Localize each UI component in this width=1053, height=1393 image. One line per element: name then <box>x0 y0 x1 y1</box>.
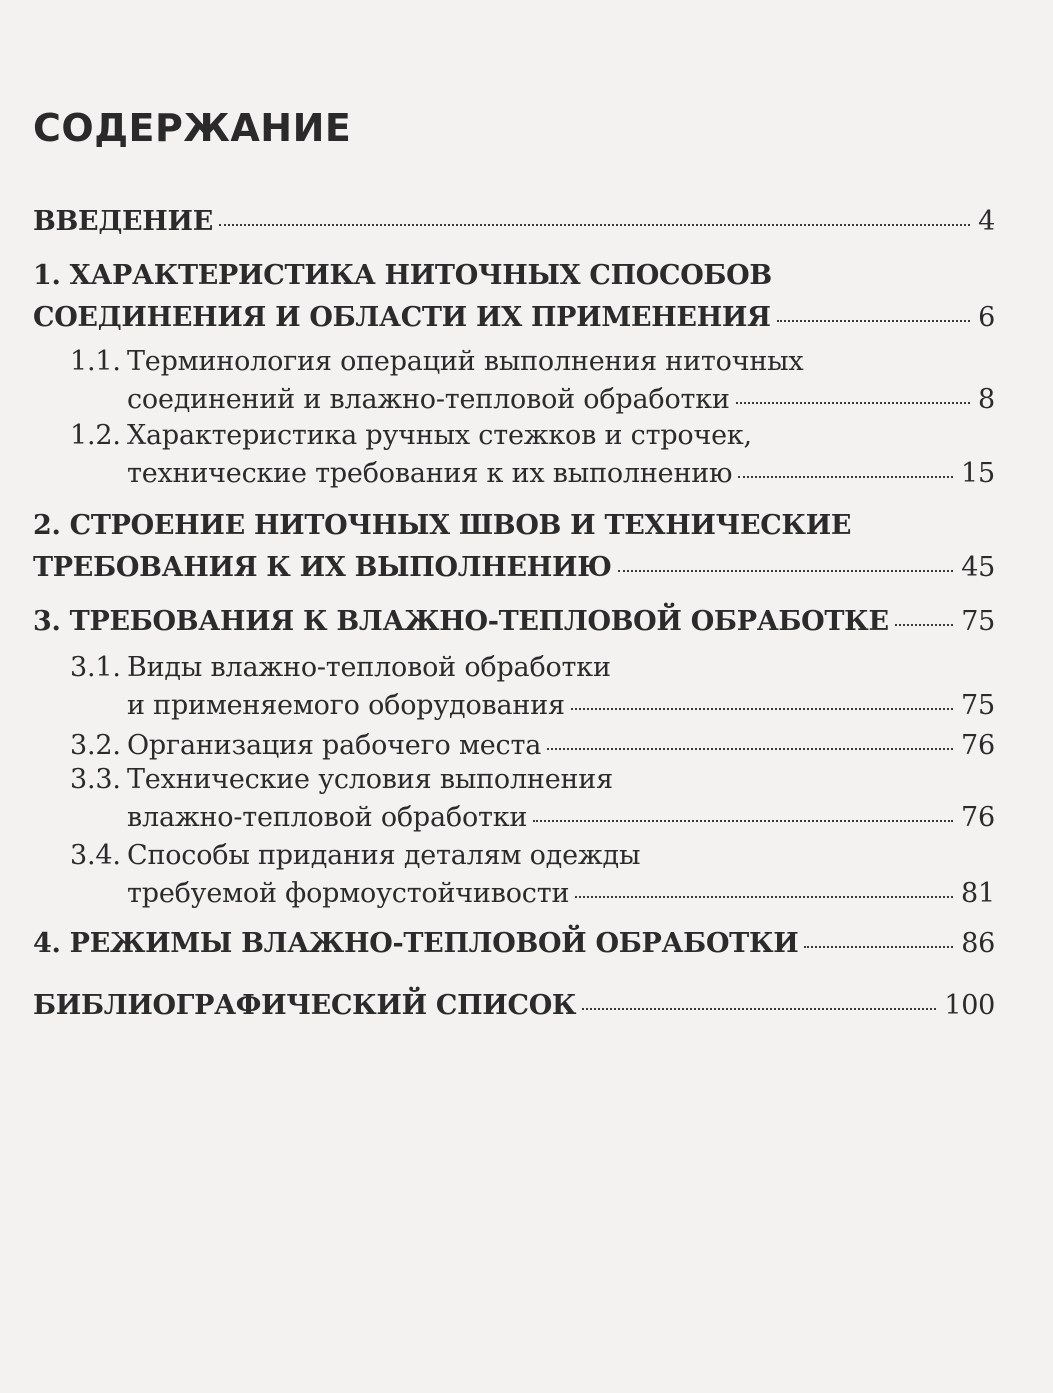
dot-leader <box>618 570 954 572</box>
toc-entry-number: 1.1. <box>70 346 121 377</box>
dot-leader <box>804 946 953 948</box>
toc-entry-number: 3.3. <box>70 764 121 795</box>
toc-entry-title-line: 2. СТРОЕНИЕ НИТОЧНЫХ ШВОВ И ТЕХНИЧЕСКИЕ <box>33 510 852 541</box>
dot-leader <box>533 820 953 822</box>
dot-leader <box>219 224 970 226</box>
dot-leader <box>895 624 954 626</box>
toc-entry-title-line: технические требования к их выполнению <box>127 458 733 489</box>
toc-entry-title-line: Технические условия выполнения <box>127 764 613 795</box>
toc-page-number: 76 <box>961 802 995 833</box>
dot-leader <box>738 476 953 478</box>
toc-page-number: 6 <box>978 302 995 333</box>
toc-entry-title-line: ТРЕБОВАНИЯ К ИХ ВЫПОЛНЕНИЮ <box>33 552 612 583</box>
toc-entry-title-line: 1. ХАРАКТЕРИСТИКА НИТОЧНЫХ СПОСОБОВ <box>33 260 772 291</box>
toc-page-number: 81 <box>961 878 995 909</box>
toc-entry-title-line: 3. ТРЕБОВАНИЯ К ВЛАЖНО-ТЕПЛОВОЙ ОБРАБОТКЕ <box>33 606 889 637</box>
toc-entry-title-line: и применяемого оборудования <box>127 690 565 721</box>
toc-page-number: 86 <box>961 928 995 959</box>
toc-entry-title-line: БИБЛИОГРАФИЧЕСКИЙ СПИСОК <box>33 990 577 1021</box>
toc-entry-number: 3.2. <box>70 730 121 761</box>
toc-page-number: 100 <box>944 990 995 1021</box>
toc-page-number: 75 <box>961 606 995 637</box>
toc-page-number: 76 <box>961 730 995 761</box>
toc-page-number: 45 <box>961 552 995 583</box>
toc-entry-title-line: соединений и влажно-тепловой обработки <box>127 384 730 415</box>
dot-leader <box>571 708 953 710</box>
toc-entry-title-line: Терминология операций выполнения ниточных <box>127 346 804 377</box>
dot-leader <box>575 896 953 898</box>
toc-entry-number: 1.2. <box>70 420 121 451</box>
dot-leader <box>777 320 970 322</box>
toc-entry-title-line: СОЕДИНЕНИЯ И ОБЛАСТИ ИХ ПРИМЕНЕНИЯ <box>33 302 771 333</box>
dot-leader <box>736 402 970 404</box>
toc-entry-title-line: 4. РЕЖИМЫ ВЛАЖНО-ТЕПЛОВОЙ ОБРАБОТКИ <box>33 928 799 959</box>
toc-entry-title-line: влажно-тепловой обработки <box>127 802 528 833</box>
dot-leader <box>582 1008 936 1010</box>
toc-page-number: 8 <box>978 384 995 415</box>
page-title: СОДЕРЖАНИЕ <box>33 106 352 150</box>
toc-entry-title-line: Виды влажно-тепловой обработки <box>127 652 611 683</box>
toc-entry-title-line: требуемой формоустойчивости <box>127 878 570 909</box>
toc-page-number: 15 <box>961 458 995 489</box>
toc-entry-title-line: Характеристика ручных стежков и строчек, <box>127 420 752 451</box>
toc-entry-number: 3.1. <box>70 652 121 683</box>
toc-entry-title-line: Организация рабочего места <box>127 730 542 761</box>
toc-entry-title-line: Способы придания деталям одежды <box>127 840 641 871</box>
toc-page-number: 4 <box>978 206 995 237</box>
toc-entry-number: 3.4. <box>70 840 121 871</box>
toc-entry-title-line: ВВЕДЕНИЕ <box>33 206 214 237</box>
toc-page-number: 75 <box>961 690 995 721</box>
dot-leader <box>547 748 953 750</box>
